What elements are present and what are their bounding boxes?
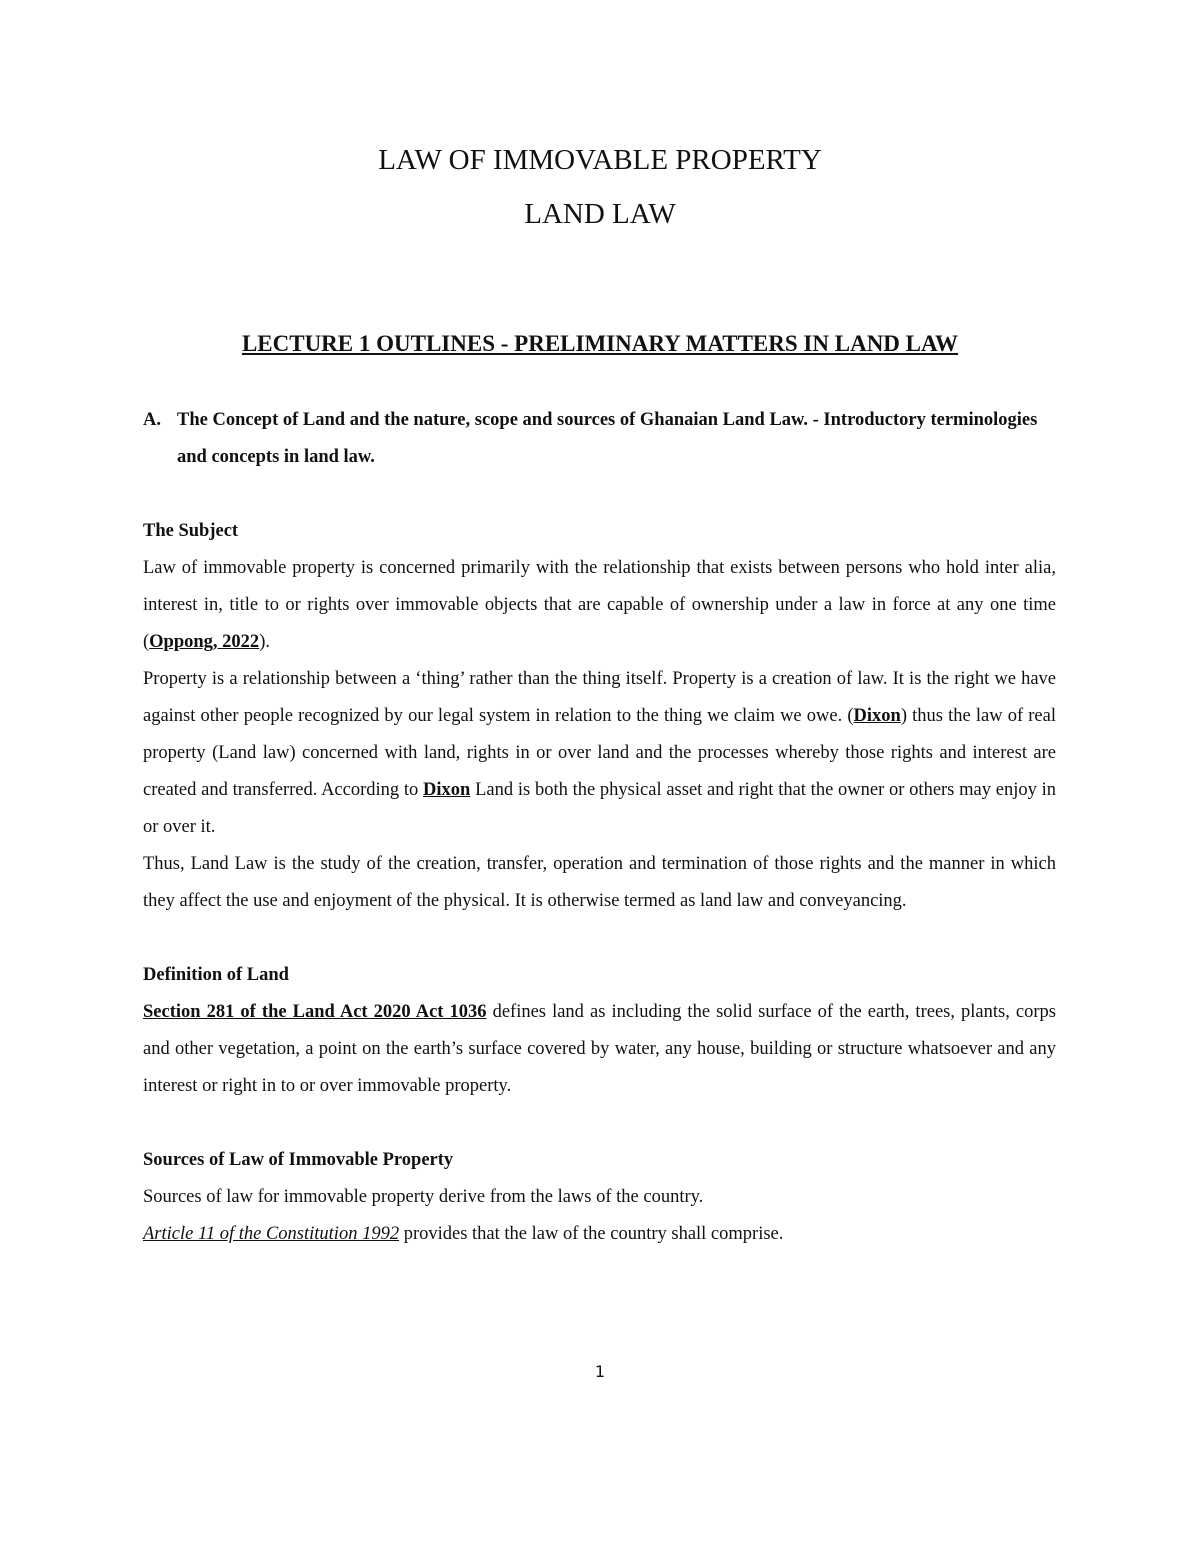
section-heading-sources: Sources of Law of Immovable Property	[143, 1150, 454, 1170]
paragraph-text: provides that the law of the country shall comprise.	[399, 1224, 784, 1244]
citation-constitution: Article 11 of the Constitution 1992	[143, 1224, 400, 1244]
citation-dixon: Dixon	[423, 780, 471, 800]
paragraph-text: Property is a relationship between a ‘thing’ rather than the thing itself. Property is a creation of law. It is the right we have against other people recognized by our legal system in relation to the thing we claim we owe. (	[143, 669, 1056, 726]
document-body	[143, 402, 1056, 1253]
subject-paragraph-3: Thus, Land Law is the study of the creation, transfer, operation and termination of those rights and the manner in which they affect the use and enjoyment of the physical. It is otherwise termed as land law and conveyancing.	[143, 854, 1056, 911]
paragraph-text: ).	[259, 632, 270, 652]
list-item-a	[143, 402, 1056, 476]
paragraph-text: defines land as including the solid surface of the earth, trees, plants, corps and other vegetation, a point on the earth’s surface covered by water, any house, building or structure whatsoever and any interest or right in to or over immovable property.	[143, 1002, 1056, 1096]
paragraph-text: ) thus the law of real property (Land law) concerned with land, rights in or over land and the processes whereby those rights and interest are created and transferred. According to	[143, 706, 1056, 800]
list-marker: A.	[143, 410, 161, 430]
definition-paragraph	[143, 994, 1056, 1105]
citation-oppong: Oppong, 2022	[149, 632, 260, 652]
page-number: 1	[594, 1362, 606, 1381]
subject-paragraph-1	[143, 550, 1056, 661]
section-heading-subject: The Subject	[143, 521, 239, 541]
citation-dixon: Dixon	[853, 706, 901, 726]
paragraph-text: Land is both the physical asset and right that the owner or others may enjoy in or over it.	[143, 780, 1056, 837]
sources-paragraph-2	[143, 1216, 1056, 1253]
citation-land-act: Section 281 of the Land Act 2020 Act 1036	[143, 1002, 487, 1022]
section-heading-definition: Definition of Land	[143, 965, 289, 985]
subject-paragraph-2	[143, 661, 1056, 846]
sources-paragraph-1: Sources of law for immovable property derive from the laws of the country.	[143, 1187, 704, 1207]
document-subtitle: LAND LAW	[524, 198, 676, 230]
list-item-text: The Concept of Land and the nature, scope and sources of Ghanaian Land Law. - Introductory terminologies and concepts in land law.	[177, 410, 1038, 467]
lecture-heading: LECTURE 1 OUTLINES - PRELIMINARY MATTERS IN LAND LAW	[241, 331, 959, 356]
document-title: LAW OF IMMOVABLE PROPERTY	[378, 144, 822, 176]
paragraph-text: Law of immovable property is concerned primarily with the relationship that exists between persons who hold inter alia, interest in, title to or rights over immovable objects that are capable of ownership under a law in force at any one time (	[143, 558, 1056, 652]
